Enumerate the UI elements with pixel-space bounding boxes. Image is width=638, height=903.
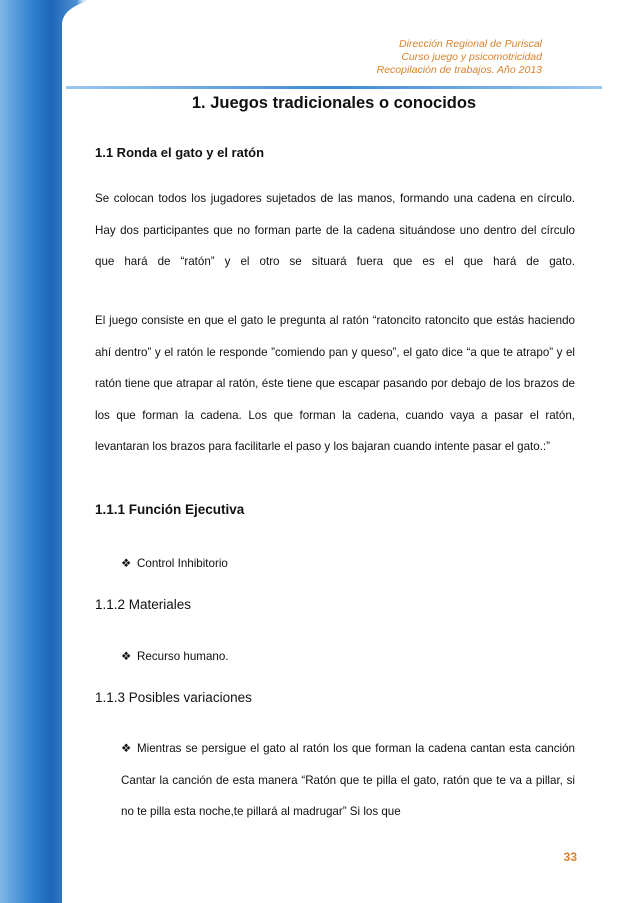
list-item-text: Control Inhibitorio	[137, 557, 228, 570]
list-item-text: Mientras se persigue el gato al ratón los que forman la cadena cantan esta canción Cantar la canción de esta manera “Ratón que te pilla el gato, ratón que te va a pillar, si no te pilla esta noche,te pillará al madrugar” Si los que	[121, 742, 575, 818]
paragraph-1: Se colocan todos los jugadores sujetados de las manos, formando una cadena en círculo. Hay dos participantes que no forman parte de la cadena situándose uno dentro del círculo que hará de “ratón” y el otro se situará fuera que es el que hará de gato.	[95, 192, 575, 268]
page-title: 1. Juegos tradicionales o conocidos	[191, 94, 477, 112]
page-number: 33	[563, 850, 577, 864]
header-divider	[66, 86, 602, 89]
diamond-bullet-icon: ❖	[121, 742, 132, 755]
diamond-bullet-icon: ❖	[121, 557, 132, 570]
list-item-funcion	[121, 548, 228, 580]
list-item-materiales	[121, 641, 229, 673]
header-line-3: Recopilación de trabajos. Año 2013	[376, 64, 542, 76]
diamond-bullet-icon: ❖	[121, 650, 132, 663]
list-item-variaciones	[121, 733, 575, 828]
subheading-materiales: 1.1.2 Materiales	[95, 597, 192, 612]
list-item-text: Recurso humano.	[137, 650, 229, 663]
header-line-2: Curso juego y psicomotricidad	[401, 51, 542, 63]
section-title: 1.1 Ronda el gato y el ratón	[95, 145, 265, 160]
document-header	[242, 38, 542, 77]
subheading-variaciones: 1.1.3 Posibles variaciones	[95, 690, 252, 705]
subheading-funcion-ejecutiva: 1.1.1 Función Ejecutiva	[95, 502, 245, 517]
paragraph-2: El juego consiste en que el gato le pregunta al ratón “ratoncito ratoncito que estás haciendo ahí dentro” y el ratón le responde ”comiendo pan y queso”, el gato dice “a que te atrapo” y el ratón tiene que atrapar al ratón, éste tiene que escapar pasando por debajo de los brazos de los que forman la cadena. Los que forman la cadena, cuando vaya a pasar el ratón, levantaran los brazos para facilitarle el paso y los bajaran cuando intente pasar el gato.:”	[95, 314, 575, 453]
header-line-1: Dirección Regional de Puriscal	[399, 38, 542, 50]
